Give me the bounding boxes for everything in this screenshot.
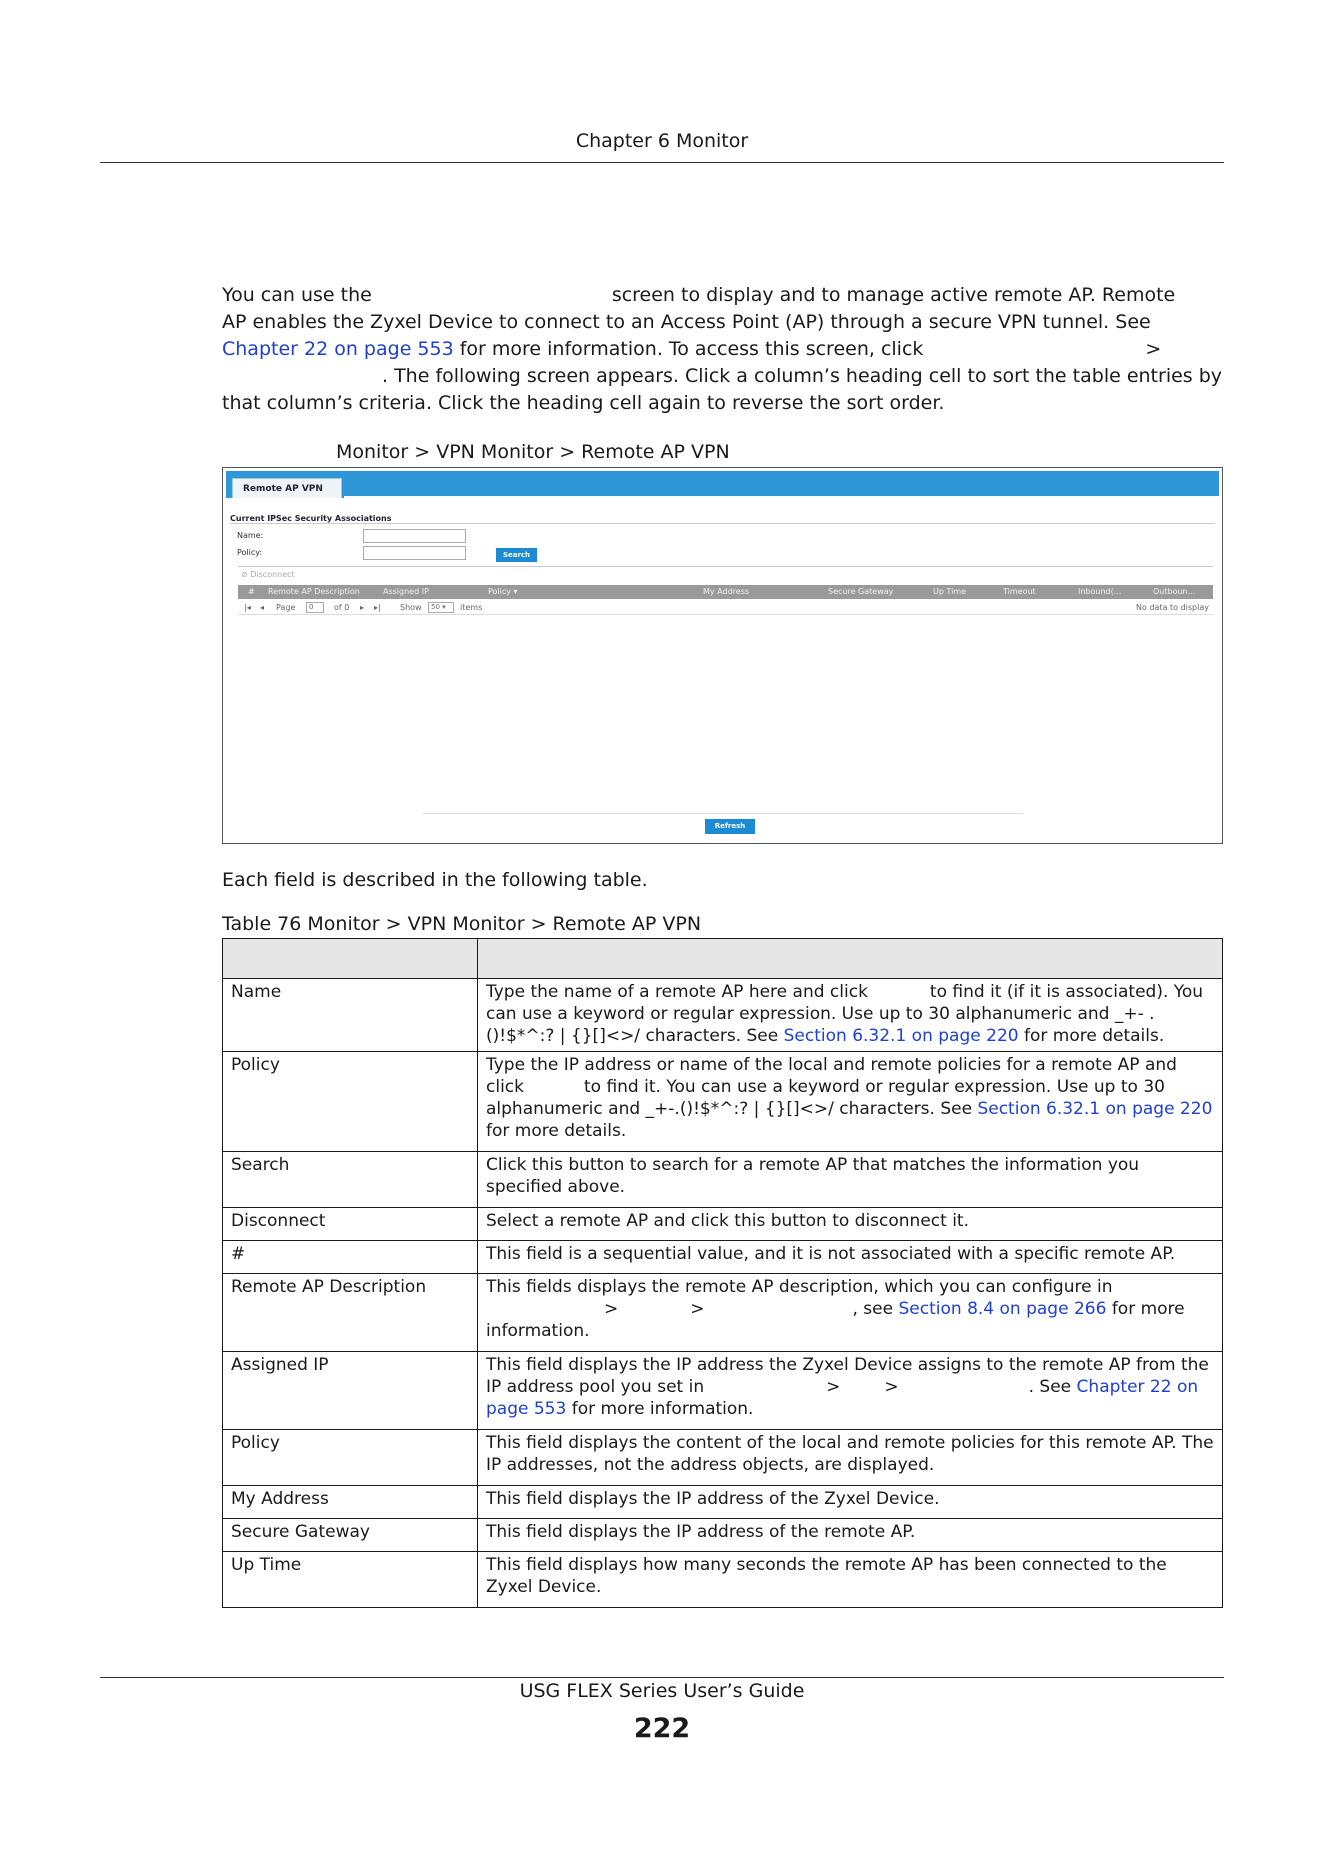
tab-bar xyxy=(226,471,1219,498)
table-row xyxy=(223,1352,1223,1430)
desc-text: > xyxy=(884,1377,899,1397)
table-row xyxy=(223,1519,1223,1552)
intro-text: . The following screen appears. Click a column’s heading cell to sort the table entries by xyxy=(382,365,1223,387)
field-label: Name xyxy=(223,979,478,1052)
col-secure-gateway[interactable]: Secure Gateway xyxy=(828,587,894,596)
desc-text: This field displays the IP address the Zyxel Device assigns to the remote AP from the IP address pool you set in xyxy=(486,1355,1209,1397)
field-description: This field displays the content of the local and remote policies for this remote AP. The IP addresses, not the address objects, are displayed. xyxy=(478,1430,1223,1486)
desc-text: Type the name of a remote AP here and click xyxy=(486,982,868,1002)
intro-line-3 xyxy=(222,336,1227,363)
name-input[interactable] xyxy=(363,529,466,543)
section-rule xyxy=(230,523,1215,524)
chapter-link[interactable]: Chapter 22 on page 553 xyxy=(222,338,454,360)
desc-text: for more details. xyxy=(1023,1026,1165,1046)
table-header-row xyxy=(223,939,1223,979)
intro-line-1 xyxy=(222,282,1227,309)
field-description xyxy=(478,1052,1223,1152)
figure-caption: Monitor > VPN Monitor > Remote AP VPN xyxy=(336,441,730,463)
col-my-address[interactable]: My Address xyxy=(703,587,750,596)
table-row xyxy=(223,1152,1223,1208)
last-page-icon[interactable]: ▸| xyxy=(374,603,381,612)
field-label: Up Time xyxy=(223,1552,478,1608)
field-description xyxy=(478,979,1223,1052)
table-row xyxy=(223,1052,1223,1152)
footer-rule xyxy=(100,1677,1224,1678)
header-rule xyxy=(100,162,1224,163)
field-description: This field displays how many seconds the remote AP has been connected to the Zyxel Device. xyxy=(478,1552,1223,1608)
col-remote-ap-description[interactable]: Remote AP Description xyxy=(268,587,360,596)
desc-text: > xyxy=(604,1299,619,1319)
remote-ap-vpn-screenshot xyxy=(222,467,1223,844)
field-description-table xyxy=(222,938,1223,1608)
field-label: Policy xyxy=(223,1430,478,1486)
show-label: Show xyxy=(400,603,422,612)
field-label: Policy xyxy=(223,1052,478,1152)
field-label: Secure Gateway xyxy=(223,1519,478,1552)
page-number: 222 xyxy=(633,1713,691,1744)
section-title: Current IPSec Security Associations xyxy=(230,514,392,523)
intro-text: for more information. To access this screen, click xyxy=(459,338,924,360)
field-description: Select a remote AP and click this button to disconnect it. xyxy=(478,1208,1223,1241)
header-cell xyxy=(223,939,478,979)
col-number[interactable]: # xyxy=(248,587,255,596)
intro-text: You can use the xyxy=(222,284,372,306)
chapter-header: Chapter 6 Monitor xyxy=(575,130,749,152)
section-link[interactable]: Section 6.32.1 on page 220 xyxy=(783,1026,1019,1046)
desc-text: , see xyxy=(852,1299,894,1319)
intro-line-2: AP enables the Zyxel Device to connect to an Access Point (AP) through a secure VPN tunnel. See xyxy=(222,311,1151,333)
field-label: My Address xyxy=(223,1486,478,1519)
col-up-time[interactable]: Up Time xyxy=(933,587,967,596)
next-page-icon[interactable]: ▸ xyxy=(360,603,365,612)
table-row xyxy=(223,979,1223,1052)
table-row xyxy=(223,1552,1223,1608)
policy-label: Policy: xyxy=(237,548,263,557)
intro-text: screen to display and to manage active remote AP. Remote xyxy=(611,284,1176,306)
table-row xyxy=(223,1208,1223,1241)
divider xyxy=(238,566,1213,567)
page-size-select[interactable] xyxy=(428,602,454,613)
desc-text: Type the IP address or name of the local and remote policies for a remote AP and click xyxy=(486,1055,1177,1097)
col-inbound[interactable]: Inbound(... xyxy=(1078,587,1122,596)
desc-text: to find it. You can use a keyword or regular expression. Use up to 30 alphanumeric and _+-.()!$*^:? | {}[]<>/ characters. See xyxy=(486,1077,1165,1119)
col-policy[interactable]: Policy ▾ xyxy=(488,587,518,596)
tab-bar-edge xyxy=(344,496,1219,498)
policy-input[interactable] xyxy=(363,546,466,560)
chapter-link[interactable]: Chapter 22 on page 553 xyxy=(486,1377,1199,1419)
disconnect-button[interactable] xyxy=(241,570,295,579)
table-row xyxy=(223,1241,1223,1274)
field-label: Disconnect xyxy=(223,1208,478,1241)
pager xyxy=(238,601,1213,615)
desc-text: to find it (if it is associated). You can use a keyword or regular expression. Use up to 30 alphanumeric and _+- .()!$*^:? | {}[]<>/ characters. See xyxy=(486,982,1204,1046)
disconnect-label: Disconnect xyxy=(250,570,295,579)
header-cell xyxy=(478,939,1223,979)
table-intro: Each field is described in the following table. xyxy=(222,869,648,891)
table-row xyxy=(223,1274,1223,1352)
first-page-icon[interactable]: |◂ xyxy=(244,603,251,612)
no-data-text: No data to display xyxy=(1136,603,1209,612)
desc-text: This fields displays the remote AP description, which you can configure in xyxy=(486,1277,1113,1297)
table-header xyxy=(238,585,1213,599)
field-label: Remote AP Description xyxy=(223,1274,478,1352)
name-label: Name: xyxy=(237,531,264,540)
field-description: This field displays the IP address of the remote AP. xyxy=(478,1519,1223,1552)
section-link[interactable]: Section 8.4 on page 266 xyxy=(898,1299,1107,1319)
col-timeout[interactable]: Timeout xyxy=(1003,587,1036,596)
intro-line-4 xyxy=(222,363,1227,390)
section-link[interactable]: Section 6.32.1 on page 220 xyxy=(977,1099,1213,1119)
search-button[interactable]: Search xyxy=(496,548,537,562)
refresh-button[interactable]: Refresh xyxy=(705,819,755,834)
field-label: Assigned IP xyxy=(223,1352,478,1430)
page-input[interactable]: 0 xyxy=(306,602,324,613)
items-label: items xyxy=(460,603,483,612)
table-row xyxy=(223,1430,1223,1486)
field-description xyxy=(478,1352,1223,1430)
page-size-value: 50 xyxy=(431,603,440,611)
desc-text: for more details. xyxy=(486,1121,627,1141)
intro-text: > xyxy=(1145,338,1162,360)
page-label: Page xyxy=(276,603,296,612)
prev-page-icon[interactable]: ◂ xyxy=(260,603,265,612)
field-description: This field displays the IP address of the Zyxel Device. xyxy=(478,1486,1223,1519)
bottom-rule xyxy=(423,813,1023,814)
guide-title: USG FLEX Series User’s Guide xyxy=(519,1680,805,1702)
field-label: # xyxy=(223,1241,478,1274)
field-description: This field is a sequential value, and it is not associated with a specific remote AP. xyxy=(478,1241,1223,1274)
of-label: of 0 xyxy=(334,603,350,612)
field-description: Click this button to search for a remote AP that matches the information you specified above. xyxy=(478,1152,1223,1208)
disconnect-icon: ⊘ xyxy=(241,570,251,579)
field-description xyxy=(478,1274,1223,1352)
table-caption: Table 76 Monitor > VPN Monitor > Remote AP VPN xyxy=(222,913,702,935)
desc-text: for more information. xyxy=(486,1299,1185,1341)
col-outbound[interactable]: Outboun... xyxy=(1153,587,1196,596)
table-row xyxy=(223,1486,1223,1519)
desc-text: > xyxy=(826,1377,841,1397)
desc-text: . See xyxy=(1028,1377,1072,1397)
intro-line-5: that column’s criteria. Click the heading cell again to reverse the sort order. xyxy=(222,392,945,414)
chevron-down-icon: ▾ xyxy=(442,603,446,611)
field-label: Search xyxy=(223,1152,478,1208)
desc-text: > xyxy=(690,1299,705,1319)
intro-paragraph xyxy=(222,282,1227,417)
desc-text: for more information. xyxy=(571,1399,754,1419)
col-assigned-ip[interactable]: Assigned IP xyxy=(383,587,429,596)
tab-remote-ap-vpn[interactable]: Remote AP VPN xyxy=(232,478,342,498)
